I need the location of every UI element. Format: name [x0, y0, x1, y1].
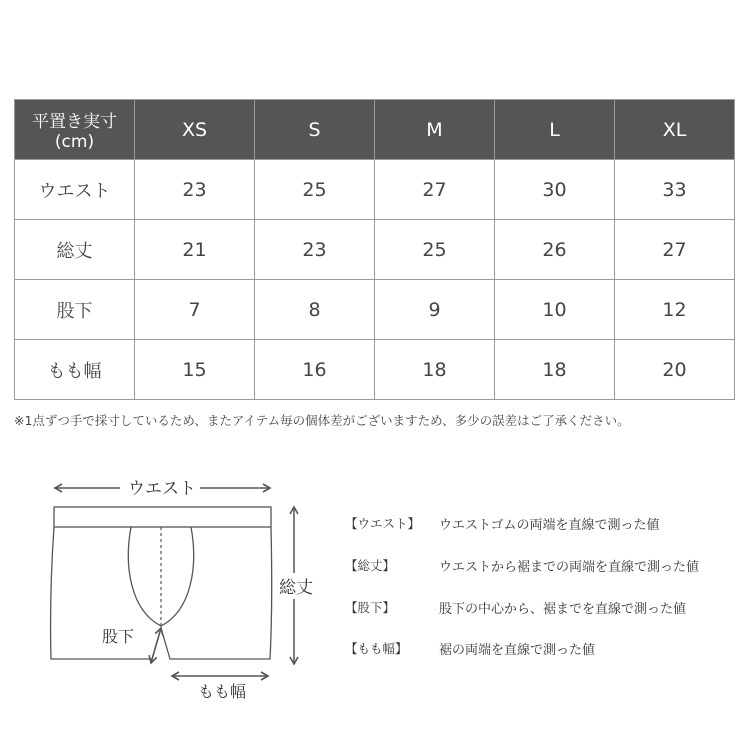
table-cell: 25	[255, 160, 375, 220]
table-cell: 10	[495, 280, 615, 340]
legend-desc: ウエストから裾までの両端を直線で測った値	[439, 560, 700, 575]
table-cell: 33	[615, 160, 735, 220]
size-header-s: S	[255, 100, 375, 160]
size-header-m: M	[375, 100, 495, 160]
table-cell: 18	[495, 340, 615, 400]
table-cell: 21	[135, 220, 255, 280]
row-label: もも幅	[15, 340, 135, 400]
legend-desc: ウエストゴムの両端を直線で測った値	[439, 518, 660, 533]
size-chart-table	[14, 99, 735, 400]
table-cell: 27	[615, 220, 735, 280]
table-cell: 18	[375, 340, 495, 400]
table-cell: 23	[255, 220, 375, 280]
size-header-xl: XL	[615, 100, 735, 160]
legend-desc: 裾の両端を直線で測った値	[439, 643, 596, 658]
table-header-row	[15, 100, 735, 160]
row-label: ウエスト	[15, 160, 135, 220]
table-cell: 7	[135, 280, 255, 340]
header-label: 平置き実寸(cm)	[15, 100, 135, 160]
table-row	[15, 280, 735, 340]
legend-key: 【もも幅】	[345, 641, 408, 656]
table-cell: 16	[255, 340, 375, 400]
table-cell: 26	[495, 220, 615, 280]
legend-key: 【ウエスト】	[345, 516, 421, 531]
table-row	[15, 220, 735, 280]
waistband-shape	[54, 507, 271, 527]
table-cell: 8	[255, 280, 375, 340]
table-row	[15, 160, 735, 220]
table-cell: 9	[375, 280, 495, 340]
row-label: 総丈	[15, 220, 135, 280]
inseam-arrow	[151, 628, 161, 663]
table-row	[15, 340, 735, 400]
table-cell: 23	[135, 160, 255, 220]
table-cell: 20	[615, 340, 735, 400]
thigh-label: もも幅	[197, 682, 247, 701]
table-cell: 30	[495, 160, 615, 220]
legend-key: 【総丈】	[345, 558, 396, 573]
measurement-note: ※1点ずつ手で採寸しているため、またアイテム毎の個体差がございますため、多少の誤差はご了承ください。	[14, 413, 630, 428]
inseam-label: 股下	[101, 627, 135, 646]
waist-label: ウエスト	[128, 479, 196, 499]
size-header-xs: XS	[135, 100, 255, 160]
length-label: 総丈	[279, 578, 313, 598]
row-label: 股下	[15, 280, 135, 340]
table-cell: 15	[135, 340, 255, 400]
table-cell: 25	[375, 220, 495, 280]
legend-desc: 股下の中心から、裾までを直線で測った値	[439, 602, 687, 617]
table-cell: 12	[615, 280, 735, 340]
legend-key: 【股下】	[345, 600, 396, 615]
table-cell: 27	[375, 160, 495, 220]
size-header-l: L	[495, 100, 615, 160]
garment-diagram	[0, 460, 330, 710]
